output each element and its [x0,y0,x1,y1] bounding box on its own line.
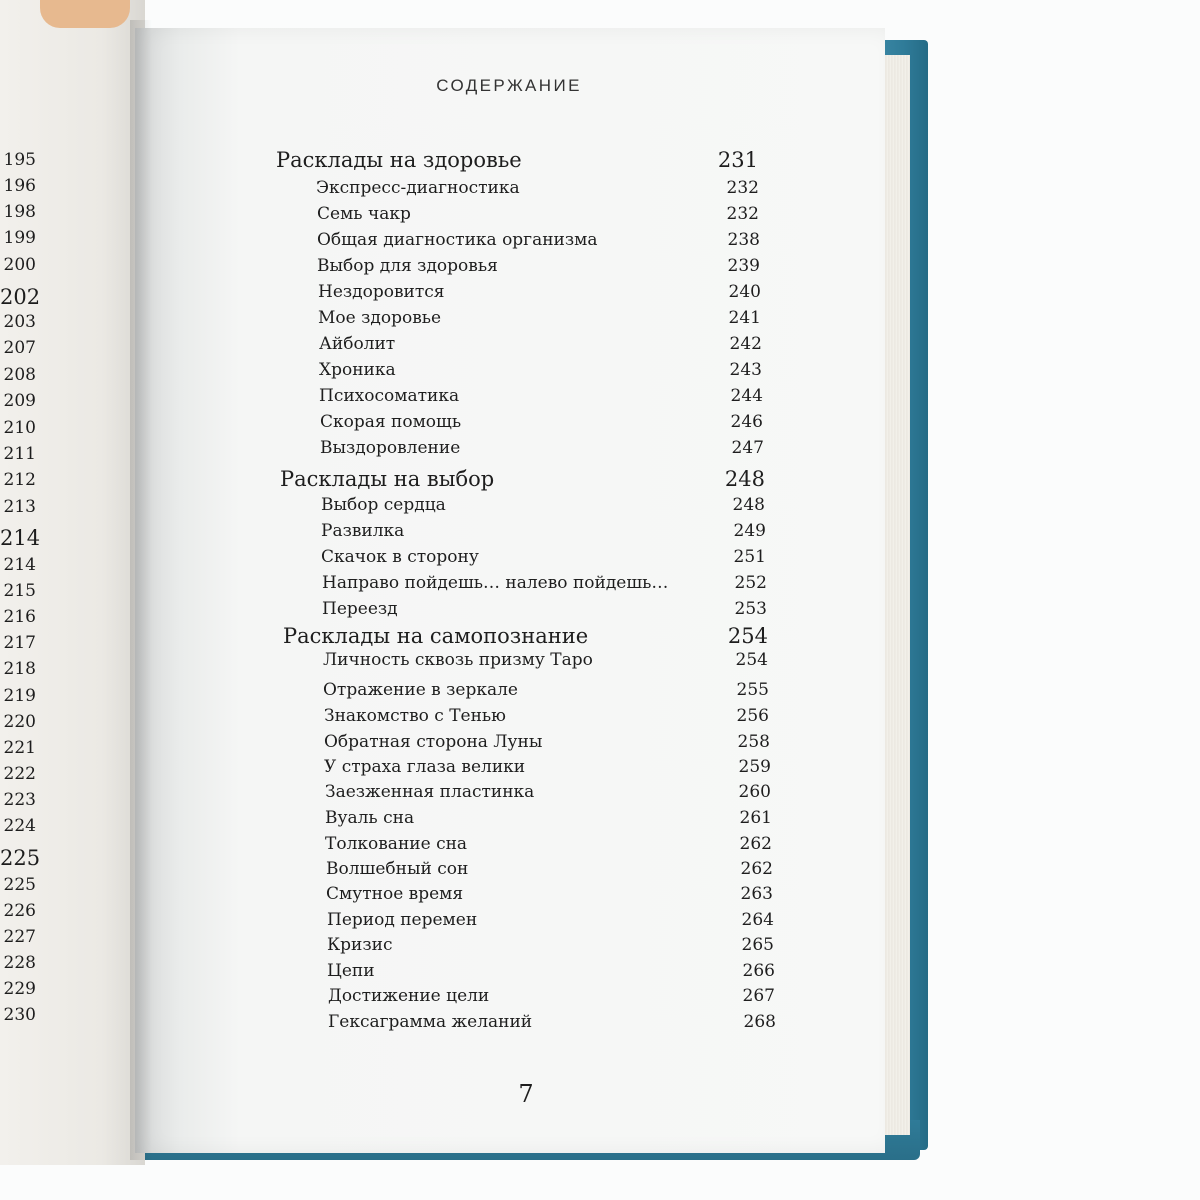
toc-title: Волшебный сон [326,859,469,879]
page-header: СОДЕРЖАНИЕ [436,76,582,95]
left-page-number: 207 [3,338,36,358]
toc-page-number: 261 [739,808,772,828]
bookmark-ribbon [40,0,130,28]
left-page-number: 218 [3,659,36,679]
toc-item-row [324,706,769,730]
toc-title: Личность сквозь призму Таро [323,650,593,670]
toc-title: Нездоровится [318,282,445,302]
left-page-number: 216 [3,607,36,627]
toc-item-row [327,961,775,985]
toc-item-row [322,599,767,623]
toc-item-row [317,230,760,254]
toc-title: Скорая помощь [320,412,462,432]
left-page-number: 228 [3,953,36,973]
left-page-number: 214 [0,526,41,550]
toc-page-number: 239 [727,256,760,276]
left-page-number: 229 [3,979,36,999]
toc-page-number: 266 [742,961,775,981]
left-page-number: 220 [3,712,36,732]
toc-title: Расклады на здоровье [276,148,522,172]
toc-item-row [328,986,775,1010]
left-page-number: 221 [3,738,36,758]
toc-title: Психосоматика [319,386,460,406]
toc-item-row [321,495,765,519]
toc-page-number: 241 [728,308,761,328]
toc-page-number: 243 [729,360,762,380]
toc-title: Направо пойдешь… налево пойдешь… [322,573,669,593]
toc-title: Выбор сердца [321,495,446,515]
toc-page-number: 256 [736,706,769,726]
toc-title: Переезд [322,599,398,619]
toc-title: Знакомство с Тенью [324,706,506,726]
toc-page-number: 251 [733,547,766,567]
left-page-number: 195 [3,150,36,170]
toc-page-number: 253 [734,599,767,619]
left-page-number: 225 [3,875,36,895]
toc-title: Обратная сторона Луны [324,732,543,752]
toc-section-row [283,624,768,648]
toc-page-number: 232 [726,178,759,198]
toc-title: Хроника [319,360,396,380]
toc-page-number: 254 [727,624,768,648]
toc-item-row [319,360,762,384]
toc-title: Развилка [321,521,405,541]
left-page-number: 208 [3,365,36,385]
toc-item-row [324,757,771,781]
toc-title: Айболит [319,334,396,354]
spine-shadow [130,20,152,1160]
toc-page-number: 259 [738,757,771,777]
toc-item-row [320,412,763,436]
toc-title: Скачок в сторону [321,547,479,567]
toc-item-row [318,308,761,332]
toc-page-number: 249 [733,521,766,541]
toc-item-row [328,1012,776,1036]
toc-item-row [319,334,762,358]
toc-title: Расклады на выбор [280,467,495,491]
left-page-number: 210 [3,418,36,438]
toc-title: Достижение цели [328,986,490,1006]
left-page-number: 224 [3,816,36,836]
left-page-number: 217 [3,633,36,653]
toc-item-row [323,680,769,704]
toc-section-row [276,148,758,172]
toc-page-number: 254 [735,650,768,670]
toc-title: Цепи [327,961,375,981]
toc-title: Отражение в зеркале [323,680,518,700]
toc-page-number: 242 [729,334,762,354]
left-page-number: 222 [3,764,36,784]
left-page-number: 209 [3,391,36,411]
toc-page-number: 255 [736,680,769,700]
toc-item-row [316,178,759,202]
toc-page-number: 248 [724,467,765,491]
toc-page-number: 231 [717,148,758,172]
toc-title: Заезженная пластинка [325,782,535,802]
toc-item-row [318,282,761,306]
toc-page-number: 247 [731,438,764,458]
toc-item-row [319,386,763,410]
toc-item-row [325,808,772,832]
toc-item-row [317,256,760,280]
left-page-number: 196 [3,176,36,196]
left-page-number: 223 [3,790,36,810]
toc-page-number: 265 [741,935,774,955]
toc-item-row [326,859,773,883]
toc-title: Гексаграмма желаний [328,1012,533,1032]
toc-title: Толкование сна [325,834,468,854]
page-number: 7 [518,1080,534,1108]
toc-page-number: 248 [732,495,765,515]
left-page-number: 230 [3,1005,36,1025]
toc-page-number: 238 [727,230,760,250]
toc-title: Мое здоровье [318,308,442,328]
toc-page-number: 264 [741,910,774,930]
left-page [0,0,145,1165]
left-page-number: 199 [3,228,36,248]
left-page-number: 227 [3,927,36,947]
toc-item-row [326,884,773,908]
toc-page-number: 258 [737,732,770,752]
toc-section-row [280,467,765,491]
left-page-number: 213 [3,497,36,517]
toc-item-row [321,547,766,571]
toc-item-row [323,650,768,674]
toc-page-number: 262 [739,834,772,854]
toc-page-number: 244 [730,386,763,406]
toc-title: Вуаль сна [325,808,415,828]
toc-title: Смутное время [326,884,464,904]
toc-title: У страха глаза велики [324,757,526,777]
toc-title: Выбор для здоровья [317,256,498,276]
toc-item-row [317,204,759,228]
toc-page-number: 267 [742,986,775,1006]
left-page-number: 212 [3,470,36,490]
toc-item-row [327,935,774,959]
toc-title: Выздоровление [320,438,461,458]
toc-title: Расклады на самопознание [283,624,589,648]
left-page-number: 198 [3,202,36,222]
toc-item-row [325,834,772,858]
left-page-number: 215 [3,581,36,601]
toc-page-number: 262 [740,859,773,879]
toc-page-number: 240 [728,282,761,302]
toc-page-number: 246 [730,412,763,432]
left-page-number: 200 [3,255,36,275]
left-page-number: 219 [3,686,36,706]
toc-title: Экспресс-диагностика [316,178,520,198]
left-page-number: 226 [3,901,36,921]
left-page-number: 214 [3,555,36,575]
toc-page-number: 252 [734,573,767,593]
toc-item-row [325,782,771,806]
toc-item-row [324,732,770,756]
toc-title: Кризис [327,935,393,955]
toc-item-row [327,910,774,934]
toc-page-number: 232 [726,204,759,224]
left-page-number: 203 [3,312,36,332]
toc-page-number: 260 [738,782,771,802]
left-page-number: 202 [0,285,41,309]
toc-title: Период перемен [327,910,478,930]
left-page-number: 225 [0,846,41,870]
toc-title: Общая диагностика организма [317,230,598,250]
toc-item-row [322,573,767,597]
toc-page-number: 268 [743,1012,776,1032]
toc-title: Семь чакр [317,204,411,224]
left-page-number: 211 [3,444,36,464]
toc-page-number: 263 [740,884,773,904]
toc-item-row [320,438,764,462]
toc-item-row [321,521,766,545]
